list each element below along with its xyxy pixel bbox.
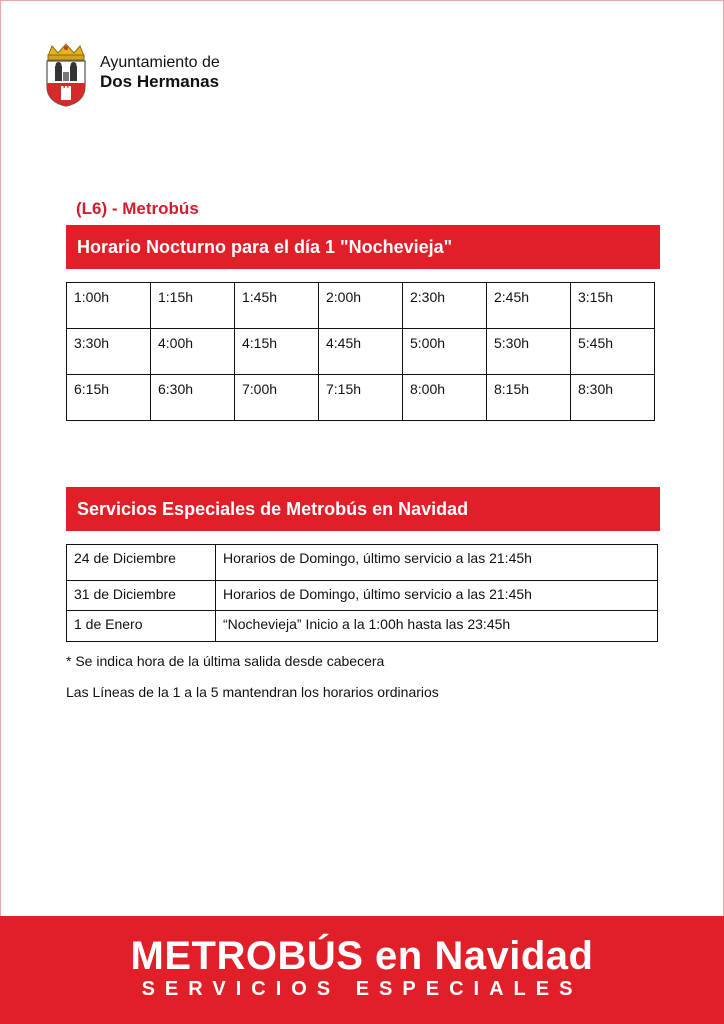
schedule-cell: 5:00h xyxy=(403,329,487,375)
footnote-last-departure: * Se indica hora de la última salida desde cabecera xyxy=(66,653,385,669)
org-name-line2: Dos Hermanas xyxy=(100,72,220,92)
schedule-cell: 4:15h xyxy=(235,329,319,375)
schedule-cell: 7:15h xyxy=(319,375,403,421)
table-row xyxy=(67,611,658,642)
schedule-cell: 8:00h xyxy=(403,375,487,421)
service-date: 24 de Diciembre xyxy=(67,545,216,581)
service-date: 1 de Enero xyxy=(67,611,216,642)
service-date: 31 de Diciembre xyxy=(67,581,216,611)
special-services-table xyxy=(66,544,658,642)
table-row xyxy=(67,545,658,581)
schedule-cell: 4:00h xyxy=(151,329,235,375)
footer-subtitle: SERVICIOS ESPECIALES xyxy=(141,978,583,1000)
schedule-cell: 4:45h xyxy=(319,329,403,375)
service-description: Horarios de Domingo, último servicio a las 21:45h xyxy=(216,581,658,611)
schedule-cell: 6:15h xyxy=(67,375,151,421)
line-label: (L6) - Metrobús xyxy=(76,199,199,218)
schedule-cell: 2:30h xyxy=(403,283,487,329)
schedule-row xyxy=(67,329,655,375)
note-ordinary-lines: Las Líneas de la 1 a la 5 mantendran los horarios ordinarios xyxy=(66,684,439,700)
footer-title: METROBÚS en Navidad xyxy=(130,934,594,978)
table-row xyxy=(67,581,658,611)
municipality-logo xyxy=(42,42,220,108)
schedule-cell: 1:45h xyxy=(235,283,319,329)
schedule-cell: 1:15h xyxy=(151,283,235,329)
service-description: Horarios de Domingo, último servicio a las 21:45h xyxy=(216,545,658,581)
footer-banner xyxy=(0,916,724,1024)
schedule-row xyxy=(67,375,655,421)
schedule-cell: 2:45h xyxy=(487,283,571,329)
night-schedule-table xyxy=(66,282,655,421)
schedule-cell: 8:30h xyxy=(571,375,655,421)
schedule-cell: 6:30h xyxy=(151,375,235,421)
night-schedule-title: Horario Nocturno para el día 1 "Nochevieja" xyxy=(66,225,660,269)
org-name-line1: Ayuntamiento de xyxy=(100,54,220,71)
schedule-cell: 7:00h xyxy=(235,375,319,421)
coat-of-arms-icon xyxy=(42,42,90,108)
service-description: “Nochevieja” Inicio a la 1:00h hasta las 23:45h xyxy=(216,611,658,642)
schedule-cell: 3:30h xyxy=(67,329,151,375)
schedule-cell: 8:15h xyxy=(487,375,571,421)
schedule-cell: 2:00h xyxy=(319,283,403,329)
schedule-row xyxy=(67,283,655,329)
special-services-title: Servicios Especiales de Metrobús en Navidad xyxy=(66,487,660,531)
schedule-cell: 5:30h xyxy=(487,329,571,375)
schedule-cell: 5:45h xyxy=(571,329,655,375)
schedule-cell: 3:15h xyxy=(571,283,655,329)
schedule-cell: 1:00h xyxy=(67,283,151,329)
